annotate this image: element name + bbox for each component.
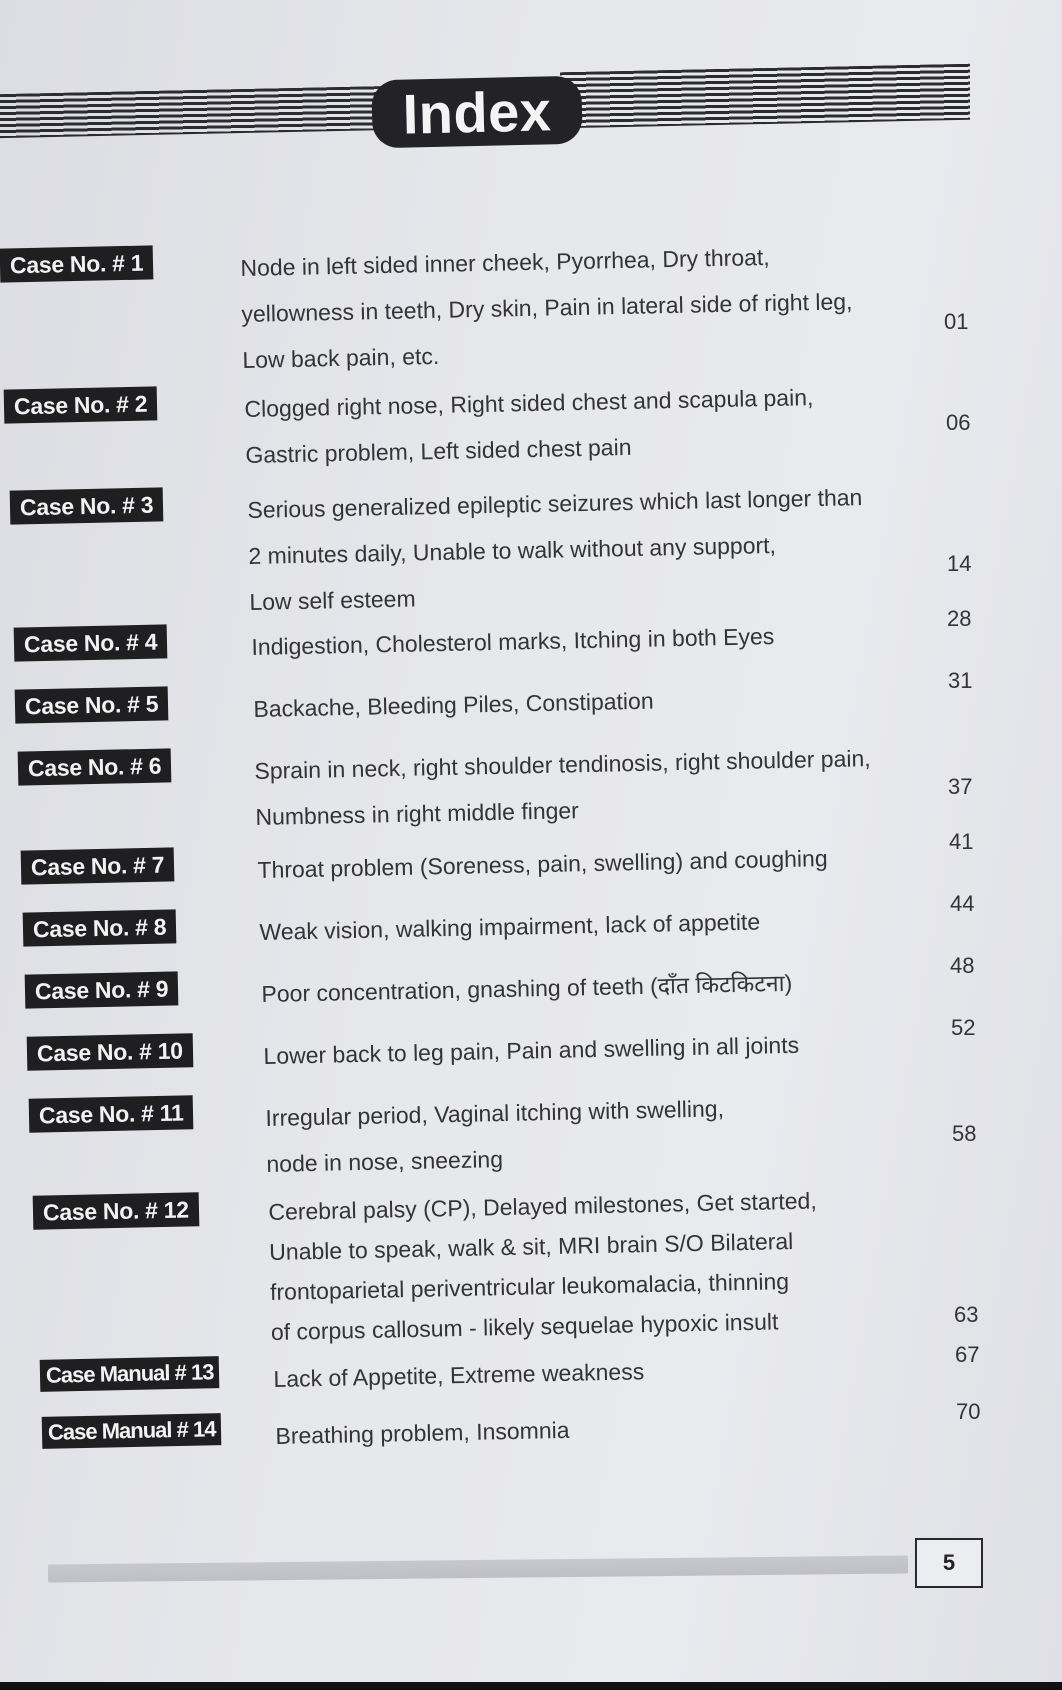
page-number: 37	[948, 774, 973, 799]
description-line: Lack of Appetite, Extreme weakness	[273, 1358, 645, 1392]
description-line: Irregular period, Vaginal itching with swelling,	[265, 1095, 725, 1131]
description-line: Gastric problem, Left sided chest pain	[245, 433, 632, 468]
page-number: 58	[952, 1121, 977, 1146]
description-line: Indigestion, Cholesterol marks, Itching in both Eyes	[251, 623, 775, 660]
case-label: Case No. # 2	[4, 386, 158, 423]
page-number-box: 5	[915, 1538, 983, 1588]
case-label: Case No. # 8	[23, 909, 177, 946]
description-line: yellowness in teeth, Dry skin, Pain in lateral side of right leg,	[241, 288, 853, 327]
case-label: Case No. # 12	[33, 1192, 199, 1229]
description-line: Backache, Bleeding Piles, Constipation	[253, 687, 654, 722]
description-line: Lower back to leg pain, Pain and swelling in all joints	[263, 1031, 800, 1069]
page-number: 01	[944, 309, 969, 334]
description-line: node in nose, sneezing	[266, 1146, 504, 1177]
description-line: Clogged right nose, Right sided chest and scapula pain,	[244, 384, 814, 422]
case-description	[240, 232, 883, 383]
page-number: 31	[948, 668, 973, 693]
case-label: Case No. # 4	[14, 624, 168, 661]
description-line: Node in left sided inner cheek, Pyorrhea, Dry throat,	[240, 243, 770, 281]
case-label: Case No. # 7	[21, 847, 175, 884]
description-line: Cerebral palsy (CP), Delayed milestones, Get started,	[268, 1187, 817, 1225]
page-number: 41	[949, 829, 974, 854]
case-label: Case No. # 9	[25, 971, 179, 1008]
case-description	[259, 896, 900, 955]
description-line: Unable to speak, walk & sit, MRI brain S/O Bilateral	[268, 1228, 794, 1265]
case-description	[268, 1179, 911, 1352]
page-number: 06	[946, 410, 971, 435]
case-description	[275, 1400, 916, 1459]
description-line: frontoparietal periventricular leukomalacia, thinning	[269, 1268, 790, 1305]
case-label: Case No. # 5	[15, 686, 169, 723]
case-label: Case No. # 6	[18, 748, 172, 785]
description-line: of corpus callosum - likely sequelae hypoxic insult	[270, 1308, 779, 1345]
case-description	[273, 1343, 914, 1402]
case-label: Case No. # 11	[29, 1095, 194, 1132]
description-line: Serious generalized epileptic seizures which last longer than	[247, 484, 863, 523]
description-line: Weak vision, walking impairment, lack of appetite	[259, 908, 761, 945]
case-description	[244, 373, 886, 478]
page-number: 44	[950, 891, 975, 916]
case-label: Case Manual # 14	[42, 1413, 222, 1449]
description-line: Low self esteem	[249, 585, 416, 615]
case-label: Case No. # 3	[10, 487, 164, 524]
description-line: Poor concentration, gnashing of teeth (दाँत किटकिटना)	[261, 969, 793, 1007]
case-description	[257, 834, 898, 893]
photo-bottom-edge	[0, 1682, 1062, 1690]
case-description	[261, 958, 902, 1017]
case-description	[265, 1082, 907, 1187]
case-label: Case No. # 1	[0, 245, 154, 282]
page-number: 52	[951, 1015, 976, 1040]
description-line: Sprain in neck, right shoulder tendinosis, right shoulder pain,	[254, 745, 871, 784]
case-label: Case Manual # 13	[40, 1356, 220, 1392]
page-title: Index	[371, 76, 582, 149]
description-line: 2 minutes daily, Unable to walk without any support,	[248, 531, 777, 569]
case-label: Case No. # 10	[27, 1033, 193, 1070]
description-line: Breathing problem, Insomnia	[275, 1416, 570, 1449]
page-number: 70	[956, 1399, 981, 1424]
page-number: 28	[947, 606, 972, 631]
page-number: 63	[954, 1302, 979, 1327]
case-description	[254, 735, 896, 840]
case-description	[247, 474, 890, 625]
page-number: 67	[955, 1342, 980, 1367]
description-line: Numbness in right middle finger	[255, 797, 580, 830]
case-description	[253, 673, 894, 732]
page-number: 48	[950, 953, 975, 978]
case-description	[263, 1020, 904, 1079]
description-line: Low back pain, etc.	[242, 342, 440, 373]
page-number: 14	[947, 551, 972, 576]
description-line: Throat problem (Soreness, pain, swelling) and coughing	[257, 845, 828, 883]
